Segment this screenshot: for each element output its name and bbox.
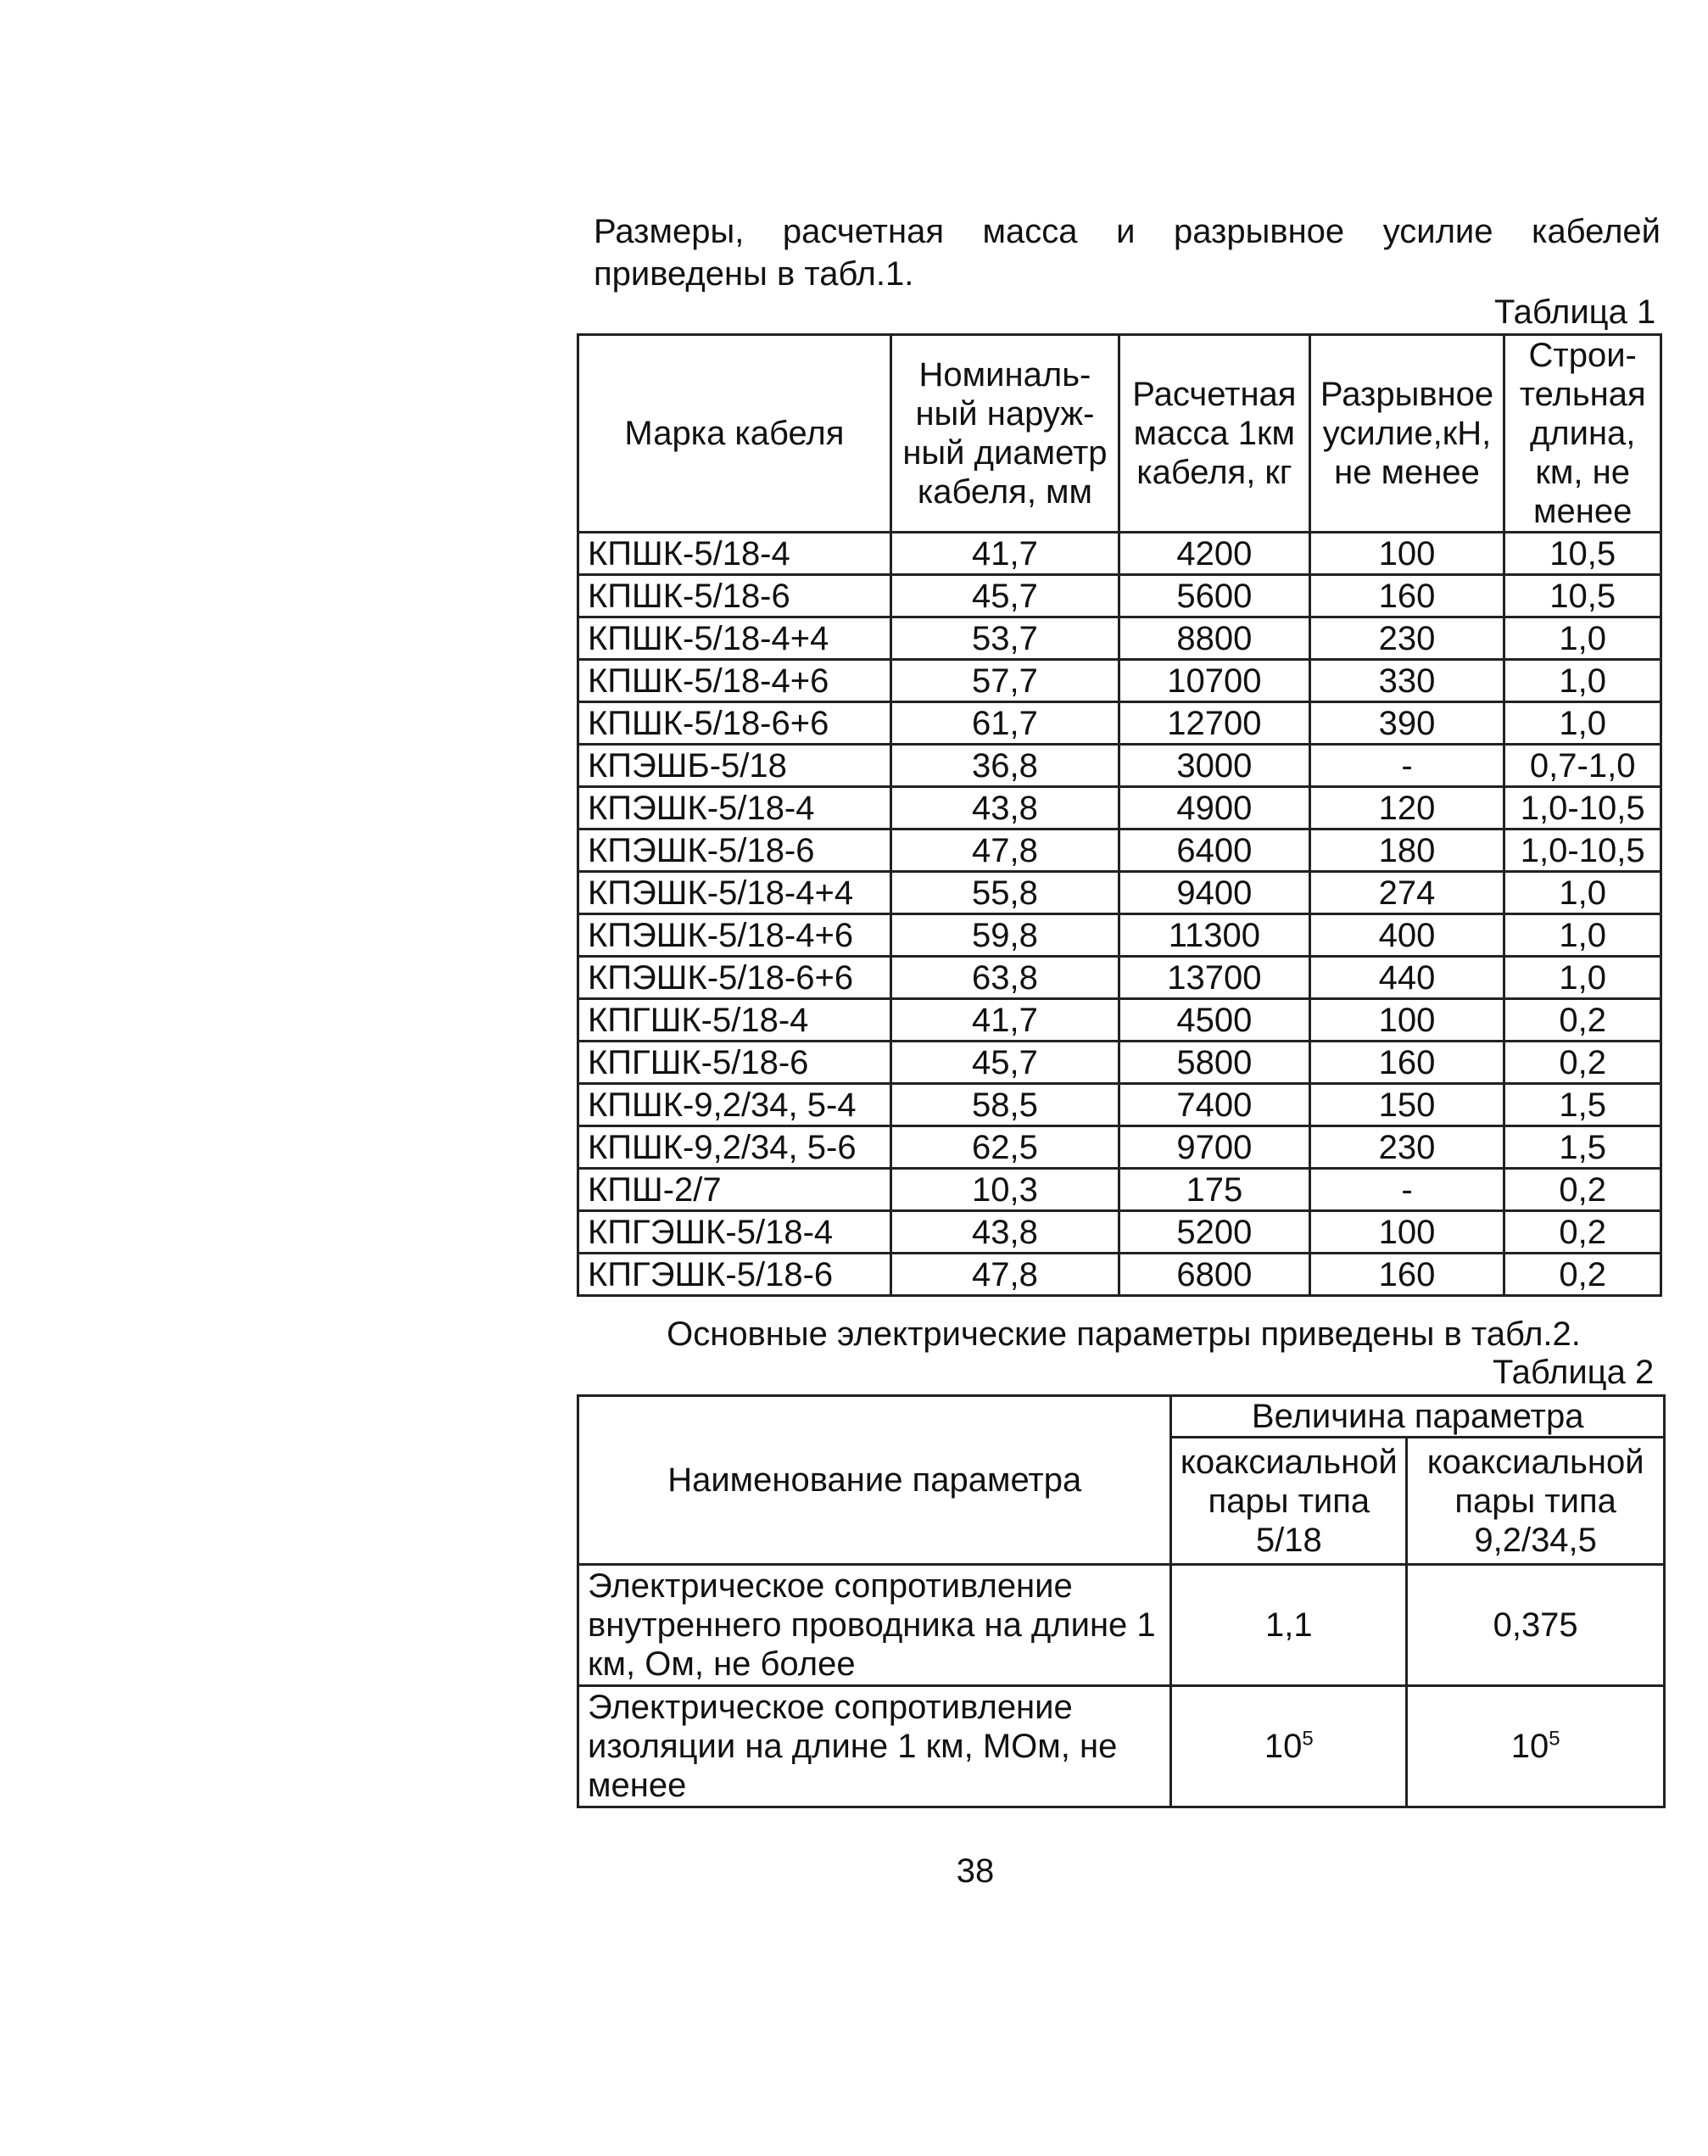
mass-cell: 4500 — [1119, 999, 1310, 1042]
header-parameter-value: Величина параметра — [1171, 1396, 1665, 1438]
intro-paragraph-2: Основные электрические параметры приведены в табл.2. — [667, 1315, 1581, 1353]
mass-cell: 9400 — [1119, 872, 1310, 914]
length-cell: 0,2 — [1504, 1169, 1661, 1211]
breaking-force-cell: 100 — [1309, 533, 1504, 575]
cable-brand-cell: КПШК-5/18-6 — [578, 575, 891, 617]
length-cell: 1,5 — [1504, 1126, 1661, 1169]
param-name-cell: Электрическое сопротивление внутреннего проводника на длине 1 км, Ом, не более — [578, 1565, 1171, 1686]
breaking-force-cell: 330 — [1309, 660, 1504, 702]
electrical-parameters-table — [577, 1394, 1666, 1808]
diameter-cell: 47,8 — [890, 1254, 1119, 1296]
diameter-cell: 10,3 — [890, 1169, 1119, 1211]
header-construction-length: Строи-тельная длина, км, не менее — [1504, 335, 1661, 533]
table-row — [578, 1686, 1665, 1807]
mass-cell: 3000 — [1119, 745, 1310, 787]
table-row — [578, 957, 1661, 999]
length-cell: 0,2 — [1504, 999, 1661, 1042]
table-row — [578, 872, 1661, 914]
breaking-force-cell: 400 — [1309, 914, 1504, 957]
mass-cell: 6400 — [1119, 829, 1310, 872]
header-coax-9-2-34-5: коаксиальной пары типа 9,2/34,5 — [1407, 1438, 1665, 1565]
length-cell: 10,5 — [1504, 575, 1661, 617]
length-cell: 0,2 — [1504, 1211, 1661, 1254]
table-row — [578, 829, 1661, 872]
cable-brand-cell: КПШ-2/7 — [578, 1169, 891, 1211]
breaking-force-cell: 120 — [1309, 787, 1504, 829]
value-cell — [1171, 1686, 1407, 1807]
header-outer-diameter: Номиналь-ный наруж-ный диаметр кабеля, мм — [890, 335, 1119, 533]
cable-brand-cell: КПШК-9,2/34, 5-4 — [578, 1084, 891, 1126]
diameter-cell: 43,8 — [890, 1211, 1119, 1254]
mass-cell: 9700 — [1119, 1126, 1310, 1169]
cable-brand-cell: КПГШК-5/18-6 — [578, 1042, 891, 1084]
breaking-force-cell: 230 — [1309, 617, 1504, 660]
breaking-force-cell: 180 — [1309, 829, 1504, 872]
breaking-force-cell: 150 — [1309, 1084, 1504, 1126]
cable-brand-cell: КПЭШК-5/18-6 — [578, 829, 891, 872]
cable-brand-cell: КПГЭШК-5/18-6 — [578, 1254, 891, 1296]
table-row — [578, 1211, 1661, 1254]
length-cell: 0,2 — [1504, 1042, 1661, 1084]
mass-cell: 5600 — [1119, 575, 1310, 617]
breaking-force-cell: 100 — [1309, 1211, 1504, 1254]
value-cell: 1,1 — [1171, 1565, 1407, 1686]
table-row — [578, 745, 1661, 787]
breaking-force-cell: 440 — [1309, 957, 1504, 999]
value-base: 10 — [1264, 1728, 1303, 1765]
mass-cell: 11300 — [1119, 914, 1310, 957]
cable-brand-cell: КПЭШБ-5/18 — [578, 745, 891, 787]
mass-cell: 7400 — [1119, 1084, 1310, 1126]
breaking-force-cell: 100 — [1309, 999, 1504, 1042]
cable-brand-cell: КПШК-5/18-6+6 — [578, 702, 891, 745]
value-exponent: 5 — [1302, 1727, 1314, 1751]
table-row — [578, 999, 1661, 1042]
diameter-cell: 47,8 — [890, 829, 1119, 872]
page-number: 38 — [956, 1852, 995, 1890]
mass-cell: 10700 — [1119, 660, 1310, 702]
length-cell: 1,0 — [1504, 617, 1661, 660]
diameter-cell: 53,7 — [890, 617, 1119, 660]
table-row — [578, 914, 1661, 957]
breaking-force-cell: - — [1309, 1169, 1504, 1211]
diameter-cell: 41,7 — [890, 999, 1119, 1042]
table-row — [578, 702, 1661, 745]
table-row — [578, 1084, 1661, 1126]
breaking-force-cell: 160 — [1309, 575, 1504, 617]
table1-body — [578, 533, 1661, 1296]
cable-brand-cell: КПЭШК-5/18-4 — [578, 787, 891, 829]
diameter-cell: 61,7 — [890, 702, 1119, 745]
breaking-force-cell: 160 — [1309, 1254, 1504, 1296]
header-parameter-name: Наименование параметра — [578, 1396, 1171, 1565]
breaking-force-cell: 230 — [1309, 1126, 1504, 1169]
table2-header-row-1 — [578, 1396, 1665, 1438]
cable-brand-cell: КПГШК-5/18-4 — [578, 999, 891, 1042]
length-cell: 1,0-10,5 — [1504, 829, 1661, 872]
cable-dimensions-table — [577, 333, 1662, 1297]
table-row — [578, 787, 1661, 829]
diameter-cell: 45,7 — [890, 575, 1119, 617]
mass-cell: 5200 — [1119, 1211, 1310, 1254]
length-cell: 1,5 — [1504, 1084, 1661, 1126]
length-cell: 10,5 — [1504, 533, 1661, 575]
diameter-cell: 57,7 — [890, 660, 1119, 702]
table-row — [578, 617, 1661, 660]
value-cell: 0,375 — [1407, 1565, 1665, 1686]
table1-caption: Таблица 1 — [1494, 293, 1656, 331]
diameter-cell: 55,8 — [890, 872, 1119, 914]
mass-cell: 4900 — [1119, 787, 1310, 829]
table-row — [578, 1254, 1661, 1296]
diameter-cell: 36,8 — [890, 745, 1119, 787]
table-row — [578, 1126, 1661, 1169]
header-coax-5-18: коаксиальной пары типа 5/18 — [1171, 1438, 1407, 1565]
header-breaking-force: Разрывное усилие,кН, не менее — [1309, 335, 1504, 533]
param-name-cell: Электрическое сопротивление изоляции на длине 1 км, МОм, не менее — [578, 1686, 1171, 1807]
diameter-cell: 58,5 — [890, 1084, 1119, 1126]
length-cell: 1,0 — [1504, 957, 1661, 999]
cable-brand-cell: КПШК-9,2/34, 5-6 — [578, 1126, 891, 1169]
diameter-cell: 45,7 — [890, 1042, 1119, 1084]
table-row — [578, 660, 1661, 702]
length-cell: 1,0 — [1504, 872, 1661, 914]
table-row — [578, 1169, 1661, 1211]
table-row — [578, 1565, 1665, 1686]
mass-cell: 12700 — [1119, 702, 1310, 745]
cable-brand-cell: КПШК-5/18-4 — [578, 533, 891, 575]
length-cell: 0,7-1,0 — [1504, 745, 1661, 787]
table1-header-row — [578, 335, 1661, 533]
table2-caption: Таблица 2 — [1493, 1354, 1655, 1391]
cable-brand-cell: КПШК-5/18-4+6 — [578, 660, 891, 702]
table-row — [578, 1042, 1661, 1084]
mass-cell: 175 — [1119, 1169, 1310, 1211]
mass-cell: 5800 — [1119, 1042, 1310, 1084]
mass-cell: 4200 — [1119, 533, 1310, 575]
length-cell: 1,0-10,5 — [1504, 787, 1661, 829]
breaking-force-cell: 160 — [1309, 1042, 1504, 1084]
cable-brand-cell: КПЭШК-5/18-4+6 — [578, 914, 891, 957]
cable-brand-cell: КПШК-5/18-4+4 — [578, 617, 891, 660]
header-calculated-mass: Расчетная масса 1км кабеля, кг — [1119, 335, 1310, 533]
value-cell — [1407, 1686, 1665, 1807]
breaking-force-cell: - — [1309, 745, 1504, 787]
length-cell: 1,0 — [1504, 660, 1661, 702]
cable-brand-cell: КПЭШК-5/18-6+6 — [578, 957, 891, 999]
diameter-cell: 62,5 — [890, 1126, 1119, 1169]
value-base: 10 — [1510, 1728, 1549, 1765]
breaking-force-cell: 390 — [1309, 702, 1504, 745]
length-cell: 1,0 — [1504, 702, 1661, 745]
intro-paragraph-1: Размеры, расчетная масса и разрывное усилие кабелей приведены в табл.1. — [594, 213, 1661, 293]
breaking-force-cell: 274 — [1309, 872, 1504, 914]
length-cell: 0,2 — [1504, 1254, 1661, 1296]
table-row — [578, 533, 1661, 575]
cable-brand-cell: КПГЭШК-5/18-4 — [578, 1211, 891, 1254]
length-cell: 1,0 — [1504, 914, 1661, 957]
diameter-cell: 59,8 — [890, 914, 1119, 957]
value-exponent: 5 — [1549, 1727, 1560, 1751]
mass-cell: 8800 — [1119, 617, 1310, 660]
header-cable-brand: Марка кабеля — [578, 335, 891, 533]
mass-cell: 6800 — [1119, 1254, 1310, 1296]
diameter-cell: 41,7 — [890, 533, 1119, 575]
table-row — [578, 575, 1661, 617]
mass-cell: 13700 — [1119, 957, 1310, 999]
cable-brand-cell: КПЭШК-5/18-4+4 — [578, 872, 891, 914]
diameter-cell: 63,8 — [890, 957, 1119, 999]
diameter-cell: 43,8 — [890, 787, 1119, 829]
